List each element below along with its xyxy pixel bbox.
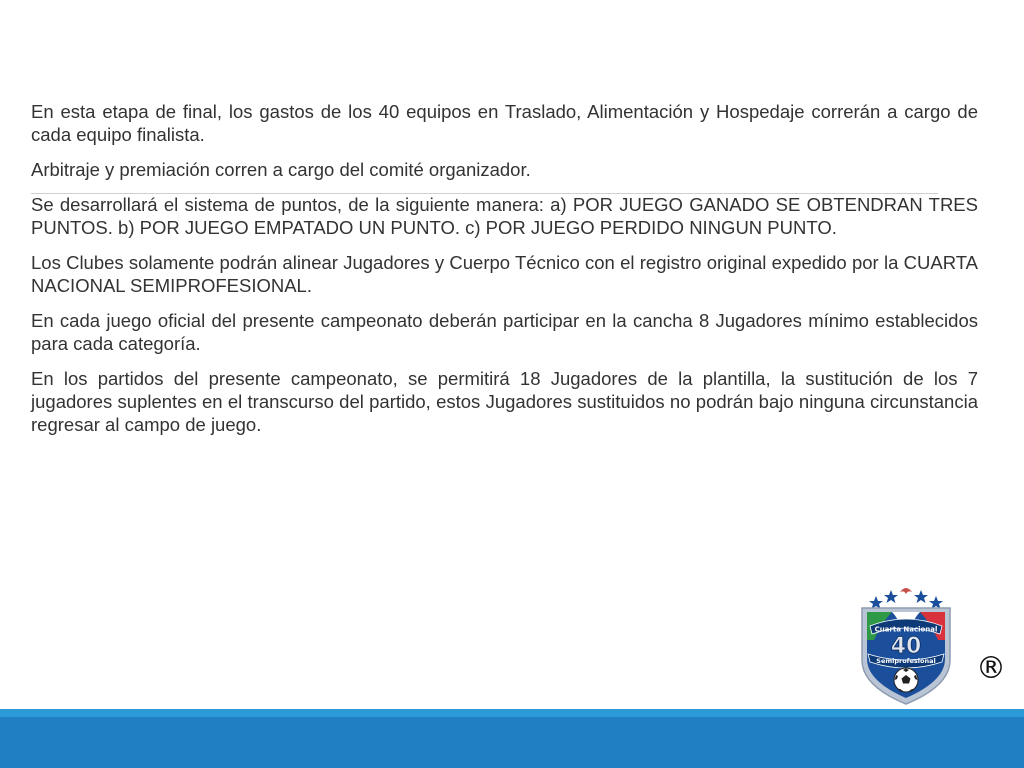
paragraph-gastos: En esta etapa de final, los gastos de los 40 equipos en Traslado, Alimentación y Hospedaje correrán a cargo de cada equipo finalista. [31,101,978,145]
league-logo [856,582,956,706]
logo-number: 40 [890,634,922,659]
soccer-ball-icon [894,668,918,692]
logo-text-semiprofesional: Semiprofesional [876,657,936,665]
slide-body [31,100,978,448]
paragraph-registro: Los Clubes solamente podrán alinear Jugadores y Cuerpo Técnico con el registro original expedido por la CUARTA NACIONAL SEMIPROFESIONAL. [31,252,978,296]
paragraph-arbitraje: Arbitraje y premiación corren a cargo del comité organizador. [31,159,531,180]
footer-band-light [0,709,1024,717]
eagle-icon [900,588,912,594]
logo-text-cuarta-nacional: Cuarta Nacional [874,625,938,634]
paragraph-sustitucion: En los partidos del presente campeonato, se permitirá 18 Jugadores de la plantilla, la sustitución de los 7 jugadores suplentes en el transcurso del partido, estos Jugadores sustituidos no podrán bajo ninguna circunstancia regresar al campo de juego. [31,368,978,435]
footer-band [0,717,1024,768]
registered-trademark-symbol: ® [976,651,1006,686]
paragraph-jugadores-minimo: En cada juego oficial del presente campeonato deberán participar en la cancha 8 Jugadores mínimo establecidos para cada categoría. [31,310,978,354]
paragraph-puntos: Se desarrollará el sistema de puntos, de la siguiente manera: a) POR JUEGO GANADO SE OBTENDRAN TRES PUNTOS. b) POR JUEGO EMPATADO UN PUNTO. c) POR JUEGO PERDIDO NINGUN PUNTO. [31,194,978,238]
divider-line [31,193,938,194]
